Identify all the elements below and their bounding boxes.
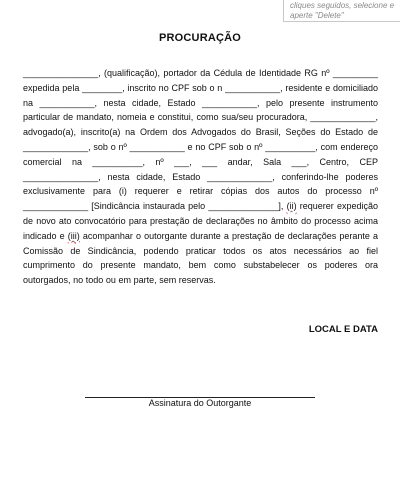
document-body (23, 66, 378, 288)
document-title: PROCURAÇÃO (158, 32, 242, 44)
body-text-part-3: acompanhar o outorgante durante a prestação de declarações perante a Comissão de Sindicância, podendo praticar todos os atos necessários ao fiel cumprimento do presente mandato, bem como substabelecer os poderes ora outorgados, no todo ou em parte, sem reservas. (23, 230, 379, 286)
place-and-date: LOCAL E DATA (308, 324, 378, 335)
instruction-hint (283, 0, 400, 22)
item-iii-marker: (iii) (67, 230, 80, 241)
signature-label: Assinatura do Outorgante (148, 398, 252, 408)
hint-line-1: cliques seguidos, selecione e (290, 1, 395, 10)
hint-line-2: aperte "Delete" (290, 11, 344, 20)
body-text-part-1: _______________, (qualificação), portador da Cédula de Identidade RG nº _________ expedida pela ________, inscrito no CPF sob o n ___________, residente e domiciliado na ___________, nesta cidade, Estado ___________, pelo presente instrumento particular de mandato, nomeia e constitui, como sua/seu procuradora, _____________, advogado(a), inscrito(a) na Ordem dos Advogados do Brasil, Seções do Estado de _____________, sob o nº ___________ e no CPF sob o nº __________, com endereço comercial na __________, nº ___, ___ andar, Sala ___, Centro, CEP _______________, nesta cidade, Estado _____________, conferindo-lhe poderes exclusivamente para (i) requerer e retirar cópias dos autos do processo nº _____________ [Sindicância instaurada pelo ______________], (23, 68, 378, 212)
body-text-part-2: requerer expedição de novo ato convocatório para prestação de declarações no âmbito do processo acima indicado e (23, 201, 378, 241)
item-ii-marker: (ii) (286, 201, 297, 212)
